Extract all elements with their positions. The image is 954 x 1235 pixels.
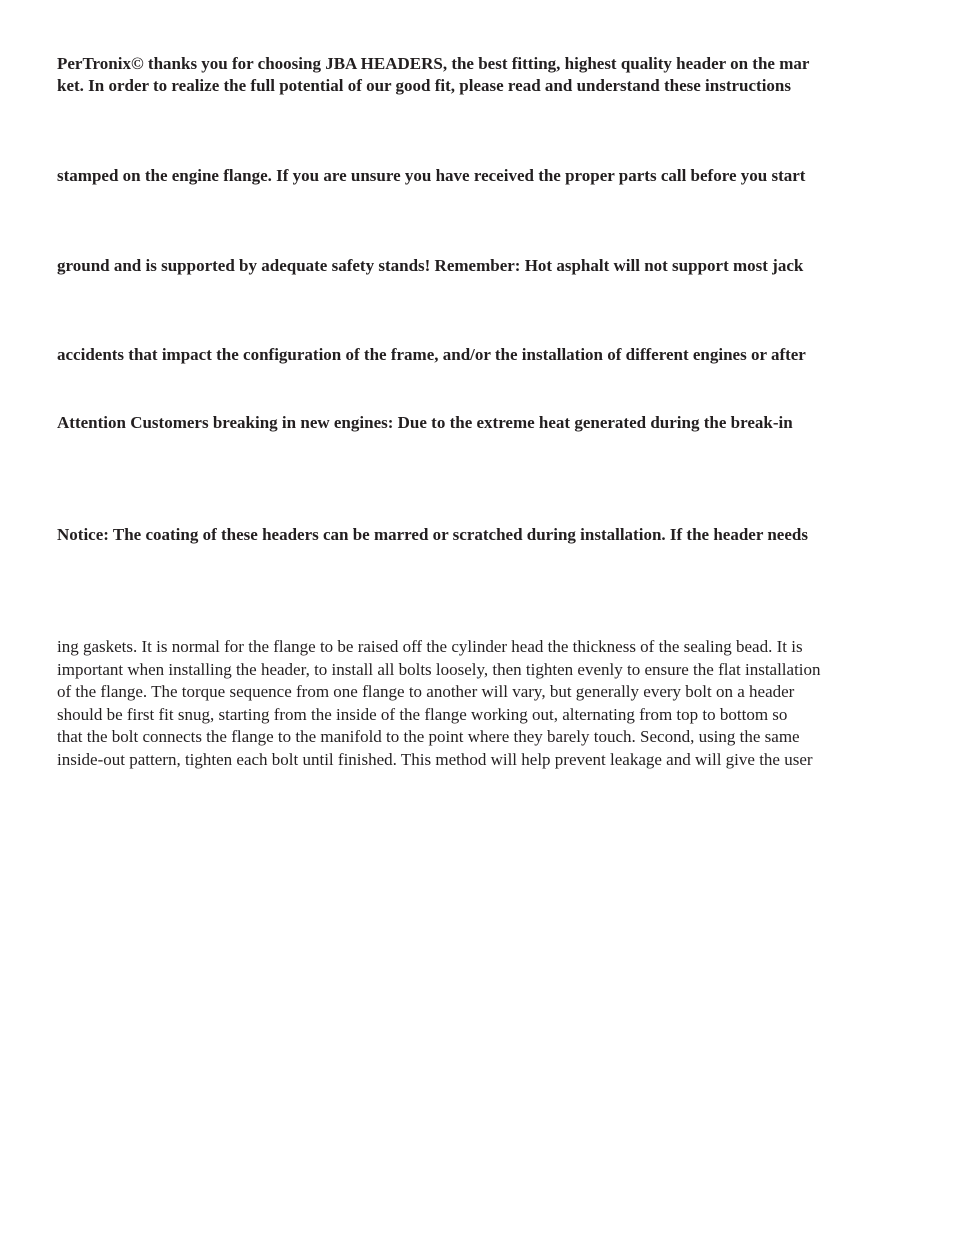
intro-line-1: PerTronix© thanks you for choosing JBA HEADERS, the best fitting, highest quality header on the mar	[57, 54, 810, 73]
install-line-1: ing gaskets. It is normal for the flange to be raised off the cylinder head the thickness of the sealing bead. It is	[57, 637, 803, 656]
install-line-5: that the bolt connects the flange to the manifold to the point where they barely touch. Second, using the same	[57, 727, 800, 746]
attention-line: Attention Customers breaking in new engines: Due to the extreme heat generated during the break-in	[57, 413, 793, 432]
install-line-3: of the flange. The torque sequence from one flange to another will vary, but generally every bolt on a header	[57, 682, 795, 701]
parts-line: stamped on the engine flange. If you are unsure you have received the proper parts call before you start	[57, 166, 806, 185]
notice-line: Notice: The coating of these headers can be marred or scratched during installation. If the header needs	[57, 525, 808, 544]
fitment-line: accidents that impact the configuration of the frame, and/or the installation of different engines or after	[57, 345, 806, 364]
install-line-6: inside-out pattern, tighten each bolt until finished. This method will help prevent leakage and will give the user	[57, 750, 813, 769]
install-line-4: should be first fit snug, starting from the inside of the flange working out, alternating from top to bottom so	[57, 705, 788, 724]
intro-line-2: ket. In order to realize the full potential of our good fit, please read and understand these instructions	[57, 76, 791, 95]
install-line-2: important when installing the header, to install all bolts loosely, then tighten evenly to ensure the flat installation	[57, 660, 821, 679]
safety-line: ground and is supported by adequate safety stands! Remember: Hot asphalt will not support most jack	[57, 256, 804, 275]
